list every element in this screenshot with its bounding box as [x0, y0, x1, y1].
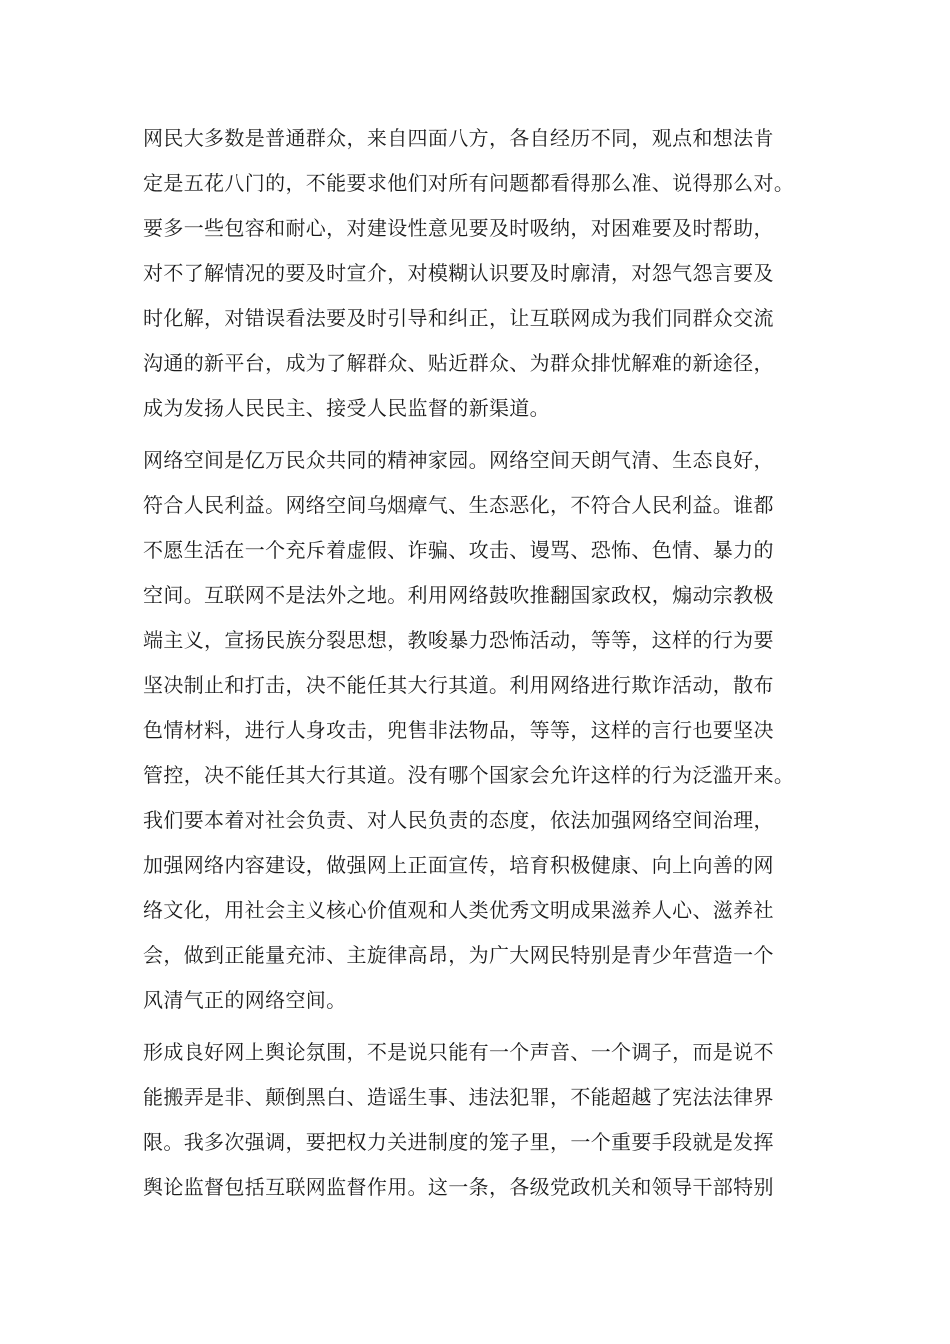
text-line: 加强网络内容建设，做强网上正面宣传，培育积极健康、向上向善的网: [143, 853, 774, 877]
text-line: 坚决制止和打击，决不能任其大行其道。利用网络进行欺诈活动，散布: [143, 673, 774, 697]
text-line: 风清气正的网络空间。: [143, 988, 347, 1012]
text-line: 色情材料，进行人身攻击，兜售非法物品，等等，这样的言行也要坚决: [143, 718, 774, 742]
document-body: [143, 116, 823, 1210]
text-line: 网络空间是亿万民众共同的精神家园。网络空间天朗气清、生态良好，: [143, 448, 774, 472]
paragraph-public-opinion-supervision: [143, 1030, 823, 1210]
text-line: 要多一些包容和耐心，对建设性意见要及时吸纳，对困难要及时帮助，: [143, 216, 774, 240]
text-line: 沟通的新平台，成为了解群众、贴近群众、为群众排忧解难的新途径，: [143, 351, 774, 375]
text-line: 能搬弄是非、颠倒黑白、造谣生事、违法犯罪，不能超越了宪法法律界: [143, 1085, 774, 1109]
text-line: 时化解，对错误看法要及时引导和纠正，让互联网成为我们同群众交流: [143, 306, 774, 330]
text-line: 管控，决不能任其大行其道。没有哪个国家会允许这样的行为泛滥开来。: [143, 763, 795, 787]
text-line: 不愿生活在一个充斥着虚假、诈骗、攻击、谩骂、恐怖、色情、暴力的: [143, 538, 774, 562]
text-line: 形成良好网上舆论氛围，不是说只能有一个声音、一个调子，而是说不: [143, 1040, 774, 1064]
text-line: 限。我多次强调，要把权力关进制度的笼子里，一个重要手段就是发挥: [143, 1130, 774, 1154]
text-line: 空间。互联网不是法外之地。利用网络鼓吹推翻国家政权，煽动宗教极: [143, 583, 774, 607]
text-line: 端主义，宣扬民族分裂思想，教唆暴力恐怖活动，等等，这样的行为要: [143, 628, 774, 652]
text-line: 络文化，用社会主义核心价值观和人类优秀文明成果滋养人心、滋养社: [143, 898, 774, 922]
text-line: 成为发扬人民民主、接受人民监督的新渠道。: [143, 396, 550, 420]
paragraph-netizens-tolerance: [143, 116, 823, 431]
text-line: 对不了解情况的要及时宣介，对模糊认识要及时廓清，对怨气怨言要及: [143, 261, 774, 285]
text-line: 会，做到正能量充沛、主旋律高昂，为广大网民特别是青少年营造一个: [143, 943, 774, 967]
text-line: 网民大多数是普通群众，来自四面八方，各自经历不同，观点和想法肯: [143, 126, 774, 150]
paragraph-cyberspace-governance: [143, 438, 823, 1023]
text-line: 我们要本着对社会负责、对人民负责的态度，依法加强网络空间治理，: [143, 808, 774, 832]
text-line: 舆论监督包括互联网监督作用。这一条，各级党政机关和领导干部特别: [143, 1175, 774, 1199]
text-line: 定是五花八门的，不能要求他们对所有问题都看得那么准、说得那么对。: [143, 171, 795, 195]
text-line: 符合人民利益。网络空间乌烟瘴气、生态恶化，不符合人民利益。谁都: [143, 493, 774, 517]
